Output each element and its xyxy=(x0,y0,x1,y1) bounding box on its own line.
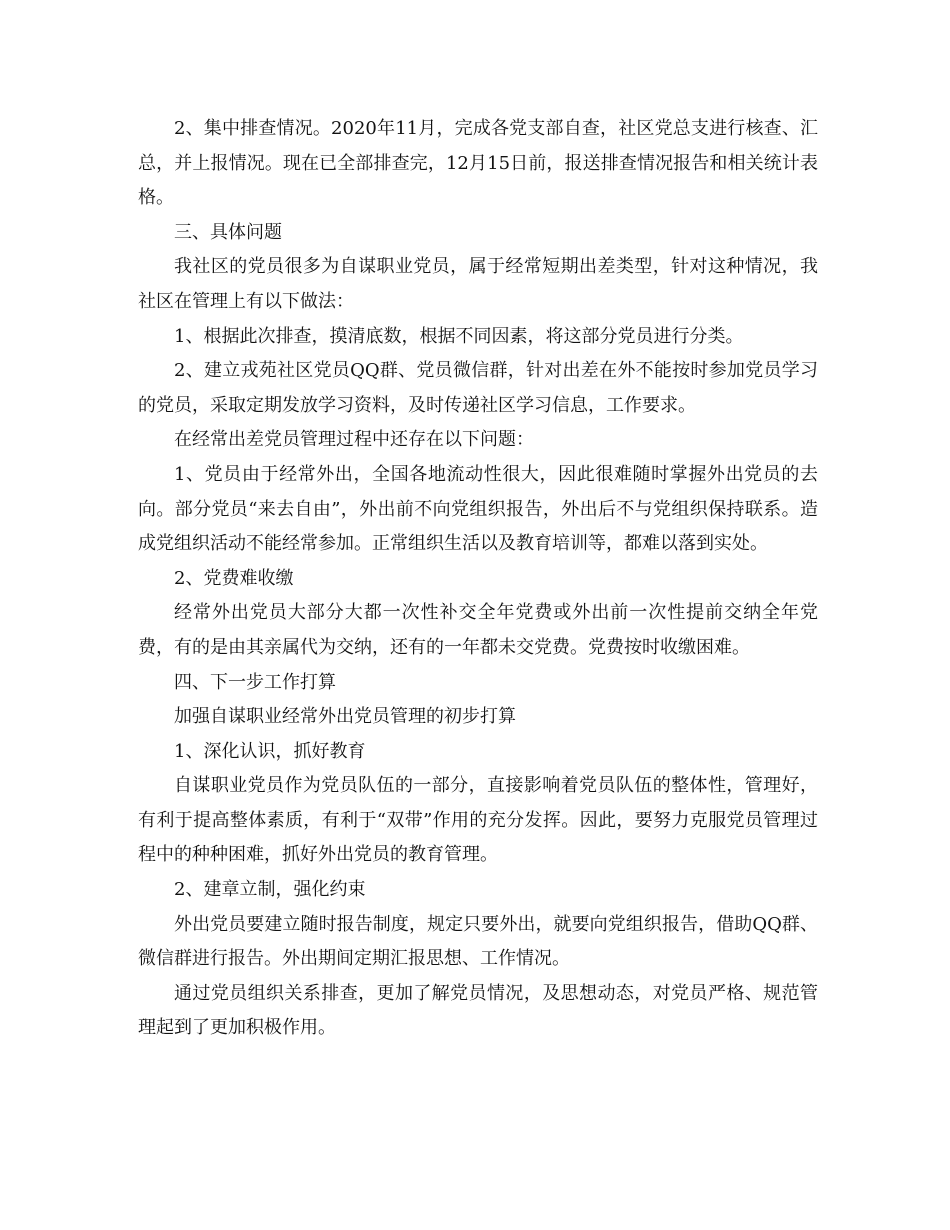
heading-education: 1、深化认识，抓好教育 xyxy=(174,740,366,762)
paragraph-conclusion: 通过党员组织关系排查，更加了解党员情况，及思想动态，对党员严格、规范管理起到了更加积极作用。 xyxy=(138,982,818,1039)
document-body xyxy=(138,112,818,1046)
paragraph-classification: 1、根据此次排查，摸清底数，根据不同因素，将这部分党员进行分类。 xyxy=(174,325,744,347)
paragraph-mobility-problem: 1、党员由于经常外出，全国各地流动性很大，因此很难随时掌握外出党员的去向。部分党员“来去自由”，外出前不向党组织报告，外出后不与党组织保持联系。造成党组织活动不能经常参加。正常组织生活以及教育培训等，都难以落到实处。 xyxy=(138,463,818,555)
heading-regulations: 2、建章立制，强化约束 xyxy=(174,879,366,901)
paragraph-community-members: 我社区的党员很多为自谋职业党员，属于经常短期出差类型，针对这种情况，我社区在管理上有以下做法： xyxy=(138,256,818,312)
heading-next-steps: 四、下一步工作打算 xyxy=(174,671,336,693)
heading-dues-collection: 2、党费难收缴 xyxy=(174,567,294,589)
paragraph-inspection-status: 2、集中排查情况。2020年11月，完成各党支部自查，社区党总支进行核查、汇总，并上报情况。现在已全部排查完，12月15日前，报送排查情况报告和相关统计表格。 xyxy=(138,118,818,209)
paragraph-reporting-system: 外出党员要建立随时报告制度，规定只要外出，就要向党组织报告，借助QQ群、微信群进行报告。外出期间定期汇报思想、工作情况。 xyxy=(138,913,818,970)
paragraph-existing-problems: 在经常出差党员管理过程中还存在以下问题： xyxy=(174,429,534,451)
heading-specific-problems: 三、具体问题 xyxy=(174,221,282,243)
paragraph-dues-details: 经常外出党员大部分大都一次性补交全年党费或外出前一次性提前交纳全年党费，有的是由其亲属代为交纳，还有的一年都未交党费。党费按时收缴困难。 xyxy=(138,602,818,658)
paragraph-education-details: 自谋职业党员作为党员队伍的一部分，直接影响着党员队伍的整体性，管理好，有利于提高整体素质，有利于“双带”作用的充分发挥。因此，要努力克服党员管理过程中的种种困难，抓好外出党员的教育管理。 xyxy=(138,775,818,866)
paragraph-online-groups: 2、建立戎苑社区党员QQ群、党员微信群，针对出差在外不能按时参加党员学习的党员，采取定期发放学习资料，及时传递社区学习信息，工作要求。 xyxy=(138,360,818,416)
paragraph-management-plan: 加强自谋职业经常外出党员管理的初步打算 xyxy=(174,706,516,728)
